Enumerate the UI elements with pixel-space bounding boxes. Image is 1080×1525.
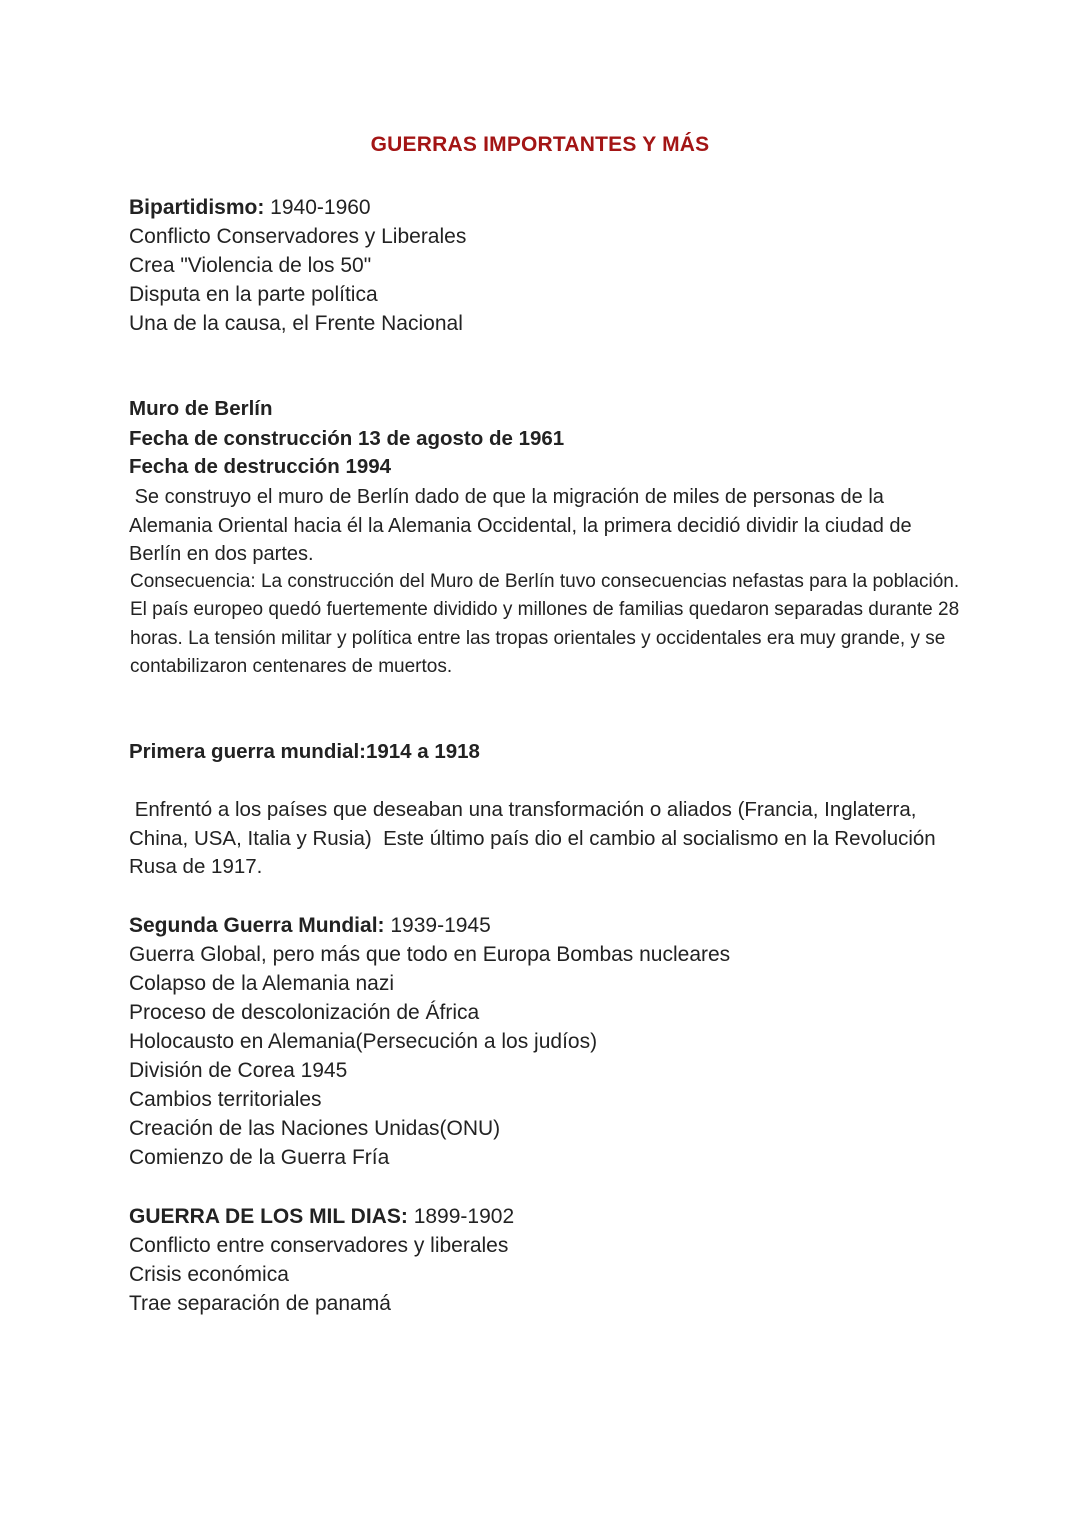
primera-heading: Primera guerra mundial:1914 a 1918 <box>129 740 480 763</box>
bipartidismo-line: Una de la causa, el Frente Nacional <box>129 312 463 335</box>
bipartidismo-dates: 1940-1960 <box>264 196 371 219</box>
segunda-line: Proceso de descolonización de África <box>129 1001 480 1024</box>
primera-paragraph: Enfrentó a los países que deseaban una transformación o aliados (Francia, Inglaterra, China, USA, Italia y Rusia) Este último país dio el cambio al socialismo en la Revolución Rusa de 1917. <box>129 798 942 878</box>
bipartidismo-line: Conflicto Conservadores y Liberales <box>129 225 467 248</box>
bipartidismo-line: Disputa en la parte política <box>129 283 378 306</box>
muro-consecuencia: Consecuencia: La construcción del Muro de Berlín tuvo consecuencias nefastas para la población. El país europeo quedó fuertemente dividido y millones de familias quedaron separadas durante 28 horas. La tensión militar y política entre las tropas orientales y occidentales era muy grande, y se contabilizaron centenares de muertos. <box>130 571 960 677</box>
muro-heading: Muro de Berlín <box>129 397 273 420</box>
page-title: GUERRAS IMPORTANTES Y MÁS <box>370 133 710 156</box>
segunda-line: Creación de las Naciones Unidas(ONU) <box>129 1117 501 1140</box>
segunda-line: Colapso de la Alemania nazi <box>129 972 395 995</box>
muro-destruction-date: Fecha de destrucción 1994 <box>129 455 392 478</box>
mildias-line: Crisis económica <box>129 1263 289 1286</box>
muro-paragraph: Se construyo el muro de Berlín dado de que la migración de miles de personas de la Alemania Oriental hacia él la Alemania Occidental, la primera decidió dividir la ciudad de Berlín en dos partes. <box>129 486 918 565</box>
muro-construction-date: Fecha de construcción 13 de agosto de 1961 <box>129 427 565 450</box>
segunda-line: Comienzo de la Guerra Fría <box>129 1146 390 1169</box>
segunda-line: Holocausto en Alemania(Persecución a los judíos) <box>129 1030 598 1053</box>
mildias-dates: 1899-1902 <box>407 1205 515 1228</box>
bipartidismo-label: Bipartidismo: <box>129 196 265 219</box>
mildias-line: Trae separación de panamá <box>129 1292 391 1315</box>
bipartidismo-line: Crea "Violencia de los 50" <box>129 254 372 277</box>
segunda-line: Cambios territoriales <box>129 1088 322 1111</box>
segunda-dates: 1939-1945 <box>384 914 491 937</box>
segunda-heading <box>129 912 491 940</box>
mildias-heading <box>129 1203 514 1231</box>
segunda-label: Segunda Guerra Mundial: <box>129 914 385 937</box>
segunda-line: Guerra Global, pero más que todo en Europa Bombas nucleares <box>129 943 731 966</box>
mildias-line: Conflicto entre conservadores y liberales <box>129 1234 509 1257</box>
mildias-label: GUERRA DE LOS MIL DIAS: <box>129 1205 408 1228</box>
segunda-line: División de Corea 1945 <box>129 1059 348 1082</box>
bipartidismo-heading <box>129 194 371 222</box>
